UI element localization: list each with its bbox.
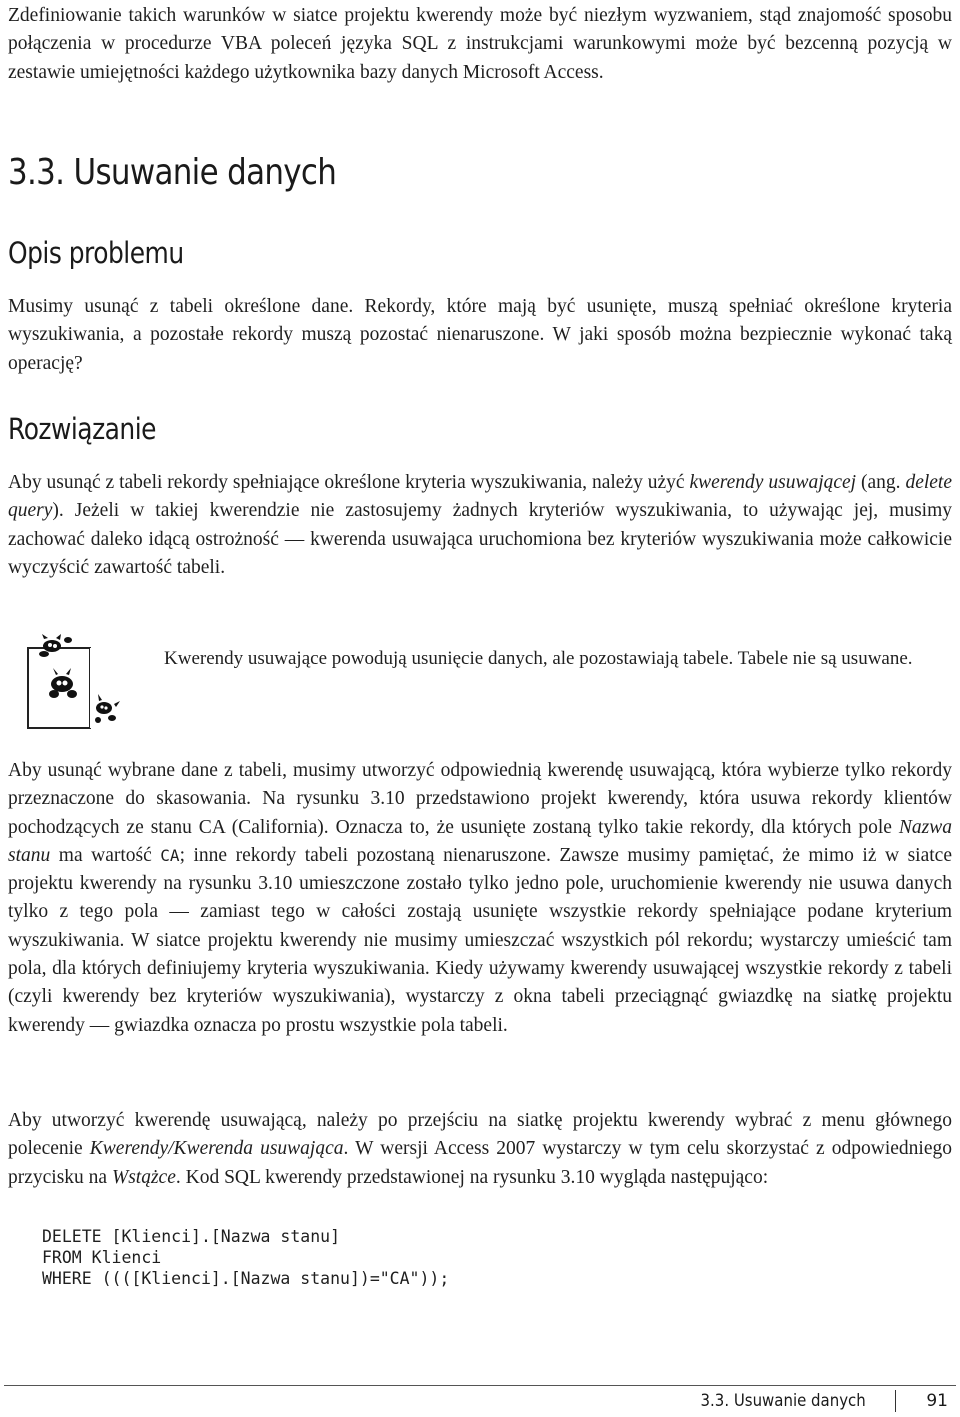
field-name-nazwa-stanu: Nazwa stanu [8, 816, 952, 866]
intro-paragraph: Zdefiniowanie takich warunków w siatce projektu kwerendy może być niezłym wyzwaniem, stąd znajomość sposobu połączenia w procedurze VBA poleceń języka SQL z instrukcjami warunkowymi może być bezcenną pozycją w zestawie umiejętności każdego użytkownika bazy danych Microsoft Access. [8, 5, 952, 83]
footer-divider [4, 1385, 956, 1386]
inline-code-ca: CA [160, 845, 180, 865]
term-delete-query-en: delete query [8, 472, 953, 522]
solution-paragraph: Aby usunąć z tabeli rekordy spełniające określone kryteria wyszukiwania, należy użyć kwerendy usuwającej (ang. delete query). Jeżeli w takiej kwerendzie nie zastosujemy żadnych kryteriów wyszukiwania, to używając jej, musimy zachować daleko idącą ostrożność — kwerenda usuwająca uruchomiona bez kryteriów wyszukiwania może całkowicie wyczyścić zawartość tabeli. [8, 472, 953, 578]
note-text: Kwerendy usuwające powodują usunięcie danych, ale pozostawiają tabele. Tabele nie są usuwane. [164, 648, 913, 669]
body-paragraph-2: Aby usunąć wybrane dane z tabeli, musimy utworzyć odpowiednią kwerendę usuwającą, która wybierze tylko rekordy przeznaczone do skasowania. Na rysunku 3.10 przedstawiono projekt kwerendy, która usuwa rekordy klientów pochodzących ze stanu CA (California). Oznacza to, że usunięte zostaną tylko takie rekordy, dla których pole Nazwa stanu ma wartość CA; inne rekordy tabeli pozostaną nienaruszone. Zawsze musimy pamiętać, że mimo iż w siatce projektu kwerendy na rysunku 3.10 umieszczone zostało tylko jedno pole, uruchomienie kwerendy nie usuwa danych tylko z tego pola — zamiast tego w całości zostają usunięte wszystkie rekordy spełniające podane kryterium wyszukiwania. W siatce projektu kwerendy nie musimy umieszczać wszystkich pól rekordu; wystarczy umieścić tam pola, dla których definiujemy kryteria wyszukiwania. Kiedy używamy kwerendy usuwającej wszystkie rekordy z tabeli (czyli kwerendy bez kryteriów wyszukiwania), wystarczy z okna tabeli przeciągnąć gwiazdkę na siatkę projektu kwerendy — gwiazdka oznacza po prostu wszystkie pola tabeli. [8, 760, 952, 1036]
page-footer [678, 1389, 948, 1413]
body-paragraph-3: Aby utworzyć kwerendę usuwającą, należy po przejściu na siatkę projektu kwerendy wybrać z menu głównego polecenie Kwerendy/Kwerenda usuwająca. W wersji Access 2007 wystarczy w tym celu skorzystać z odpowiedniego przycisku na Wstążce. Kod SQL kwerendy przedstawionej na rysunku 3.10 wygląda następująco: [8, 1110, 952, 1188]
footer-separator [895, 1390, 896, 1412]
term-delete-query-pl: kwerendy usuwającej [689, 472, 857, 493]
ribbon-term: Wstążce [111, 1166, 176, 1188]
sql-code-block [42, 1226, 449, 1289]
code-line: DELETE [Klienci].[Nazwa stanu] [42, 1227, 341, 1246]
menu-command: Kwerendy/Kwerenda usuwająca [89, 1138, 344, 1160]
problem-heading: Opis problemu [8, 236, 184, 270]
solution-heading: Rozwiązanie [8, 412, 156, 446]
problem-paragraph: Musimy usunąć z tabeli określone dane. Rekordy, które mają być usunięte, muszą spełniać określone kryteria wyszukiwania, a pozostałe rekordy muszą pozostać nienaruszone. W jaki sposób można bezpiecznie wykonać taką operację? [8, 296, 952, 374]
section-title: 3.3. Usuwanie danych [8, 152, 337, 193]
code-line: WHERE ((([Klienci].[Nazwa stanu])="CA")); [42, 1269, 450, 1288]
footer-section-title: 3.3. Usuwanie danych [700, 1391, 866, 1411]
page-number: 91 [926, 1391, 948, 1411]
code-line: FROM Klienci [42, 1248, 162, 1267]
scorpion-warning-icon [24, 632, 128, 732]
